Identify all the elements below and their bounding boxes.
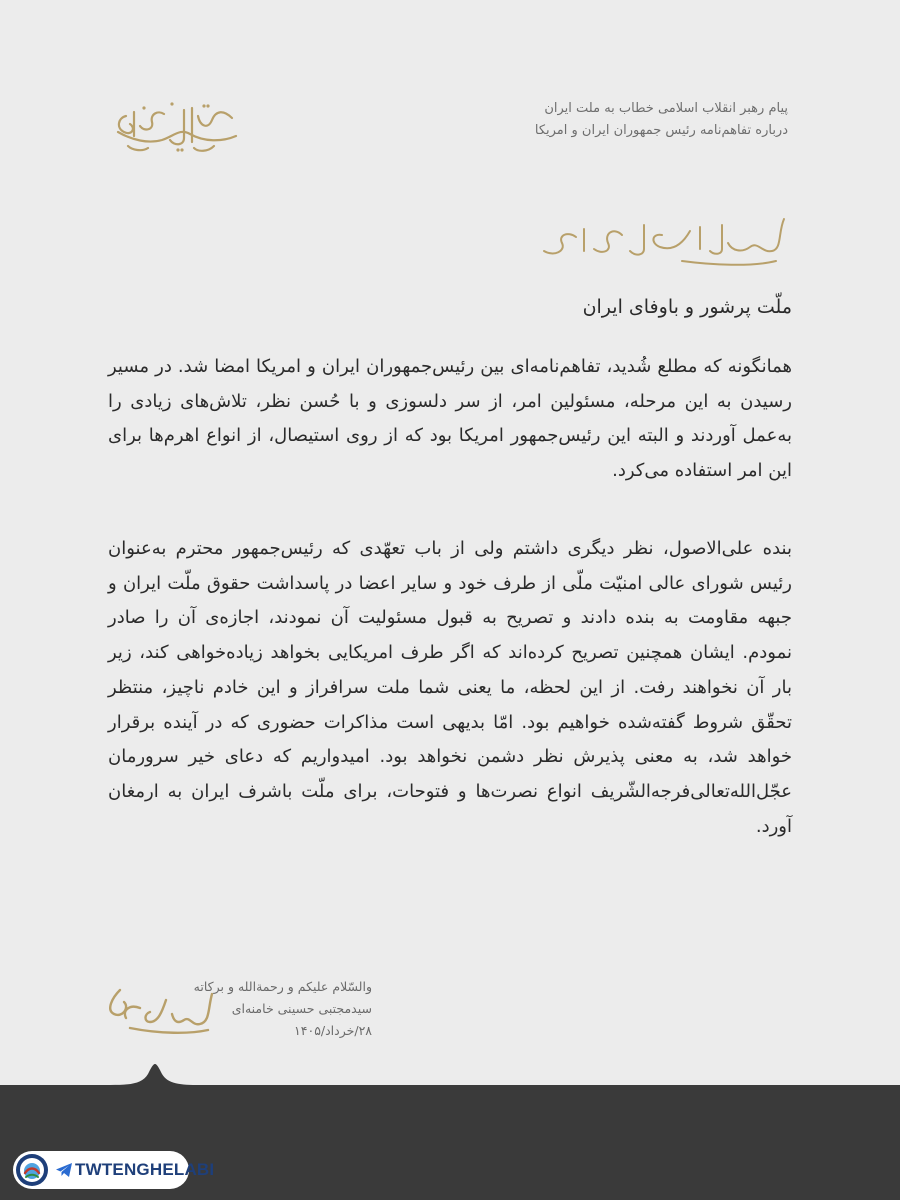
brand-logo-icon [15, 1153, 49, 1187]
letter-paragraph-2: بنده علی‌الاصول، نظر دیگری داشتم ولی از باب تعهّدی که رئیس‌جمهور محترم به‌عنوان رئیس شورای عالی امنیّت ملّی از طرف خود و سایر اعضا در پاسداشت حقوق ملّت ایران و جبهه مقاومت به بنده دادند و تصریح به قبول مسئولیت آن نمودند، اجازه‌ی آن را صادر نمودم. ایشان همچنین تصریح کرده‌اند که اگر طرف امریکایی بخواهد زیاده‌خواهی کند، زیر بار آن نخواهند رفت. از این لحظه، ما یعنی شما ملت سرافراز و این خادم ناچیز، منتظر تحقّق شروط گفته‌شده خواهیم بود. امّا بدیهی است مذاکرات حضوری که در آینده برقرار خواهد شد، به معنی پذیرش نظر دشمن نخواهد بود. امیدواریم که دعای خیر سرورمان عجّل‌الله‌تعالی‌فرجه‌الشّریف انواع نصرت‌ها و فتوحات، برای ملّت باشرف ایران به ارمغان آورد. [108, 538, 792, 837]
calligraphy-emblem [104, 96, 244, 158]
channel-handle: TWTENGHELABI [75, 1160, 215, 1179]
letter-paragraph-1: همانگونه که مطلع شُدید، تفاهم‌نامه‌ای بین رئیس‌جمهوران ایران و امریکا امضا شد. در مسیر رسیدن به این مرحله، مسئولین امر، از سر دلسوزی و با حُسن نظر، تلاش‌های زیادی را به‌عمل آوردند و البته این رئیس‌جمهور امریکا بود که از روی استیصال، از انواع اهرم‌ها برای این امر استفاده می‌کرد. [108, 356, 792, 482]
telegram-channel-badge[interactable] [13, 1151, 215, 1189]
header-title-line2: درباره تفاهم‌نامه رئیس جمهوران ایران و امریکا [534, 123, 788, 138]
header-title-line1: پیام رهبر انقلاب اسلامی خطاب به ملت ایران [544, 101, 788, 116]
letter-date: ۲۸/خرداد/۱۴۰۵ [294, 1023, 372, 1038]
closing-greeting: والسّلام علیکم و رحمة‌الله و برکاته [193, 979, 372, 994]
basmala-calligraphy [532, 205, 792, 275]
signer-name: سیدمجتبی حسینی خامنه‌ای [231, 1001, 372, 1016]
handwritten-signature [100, 978, 220, 1038]
footer-notch [110, 1062, 200, 1086]
header-title [428, 98, 788, 142]
telegram-icon [55, 1162, 73, 1178]
salutation: ملّت پرشور و باوفای ایران [582, 296, 792, 318]
